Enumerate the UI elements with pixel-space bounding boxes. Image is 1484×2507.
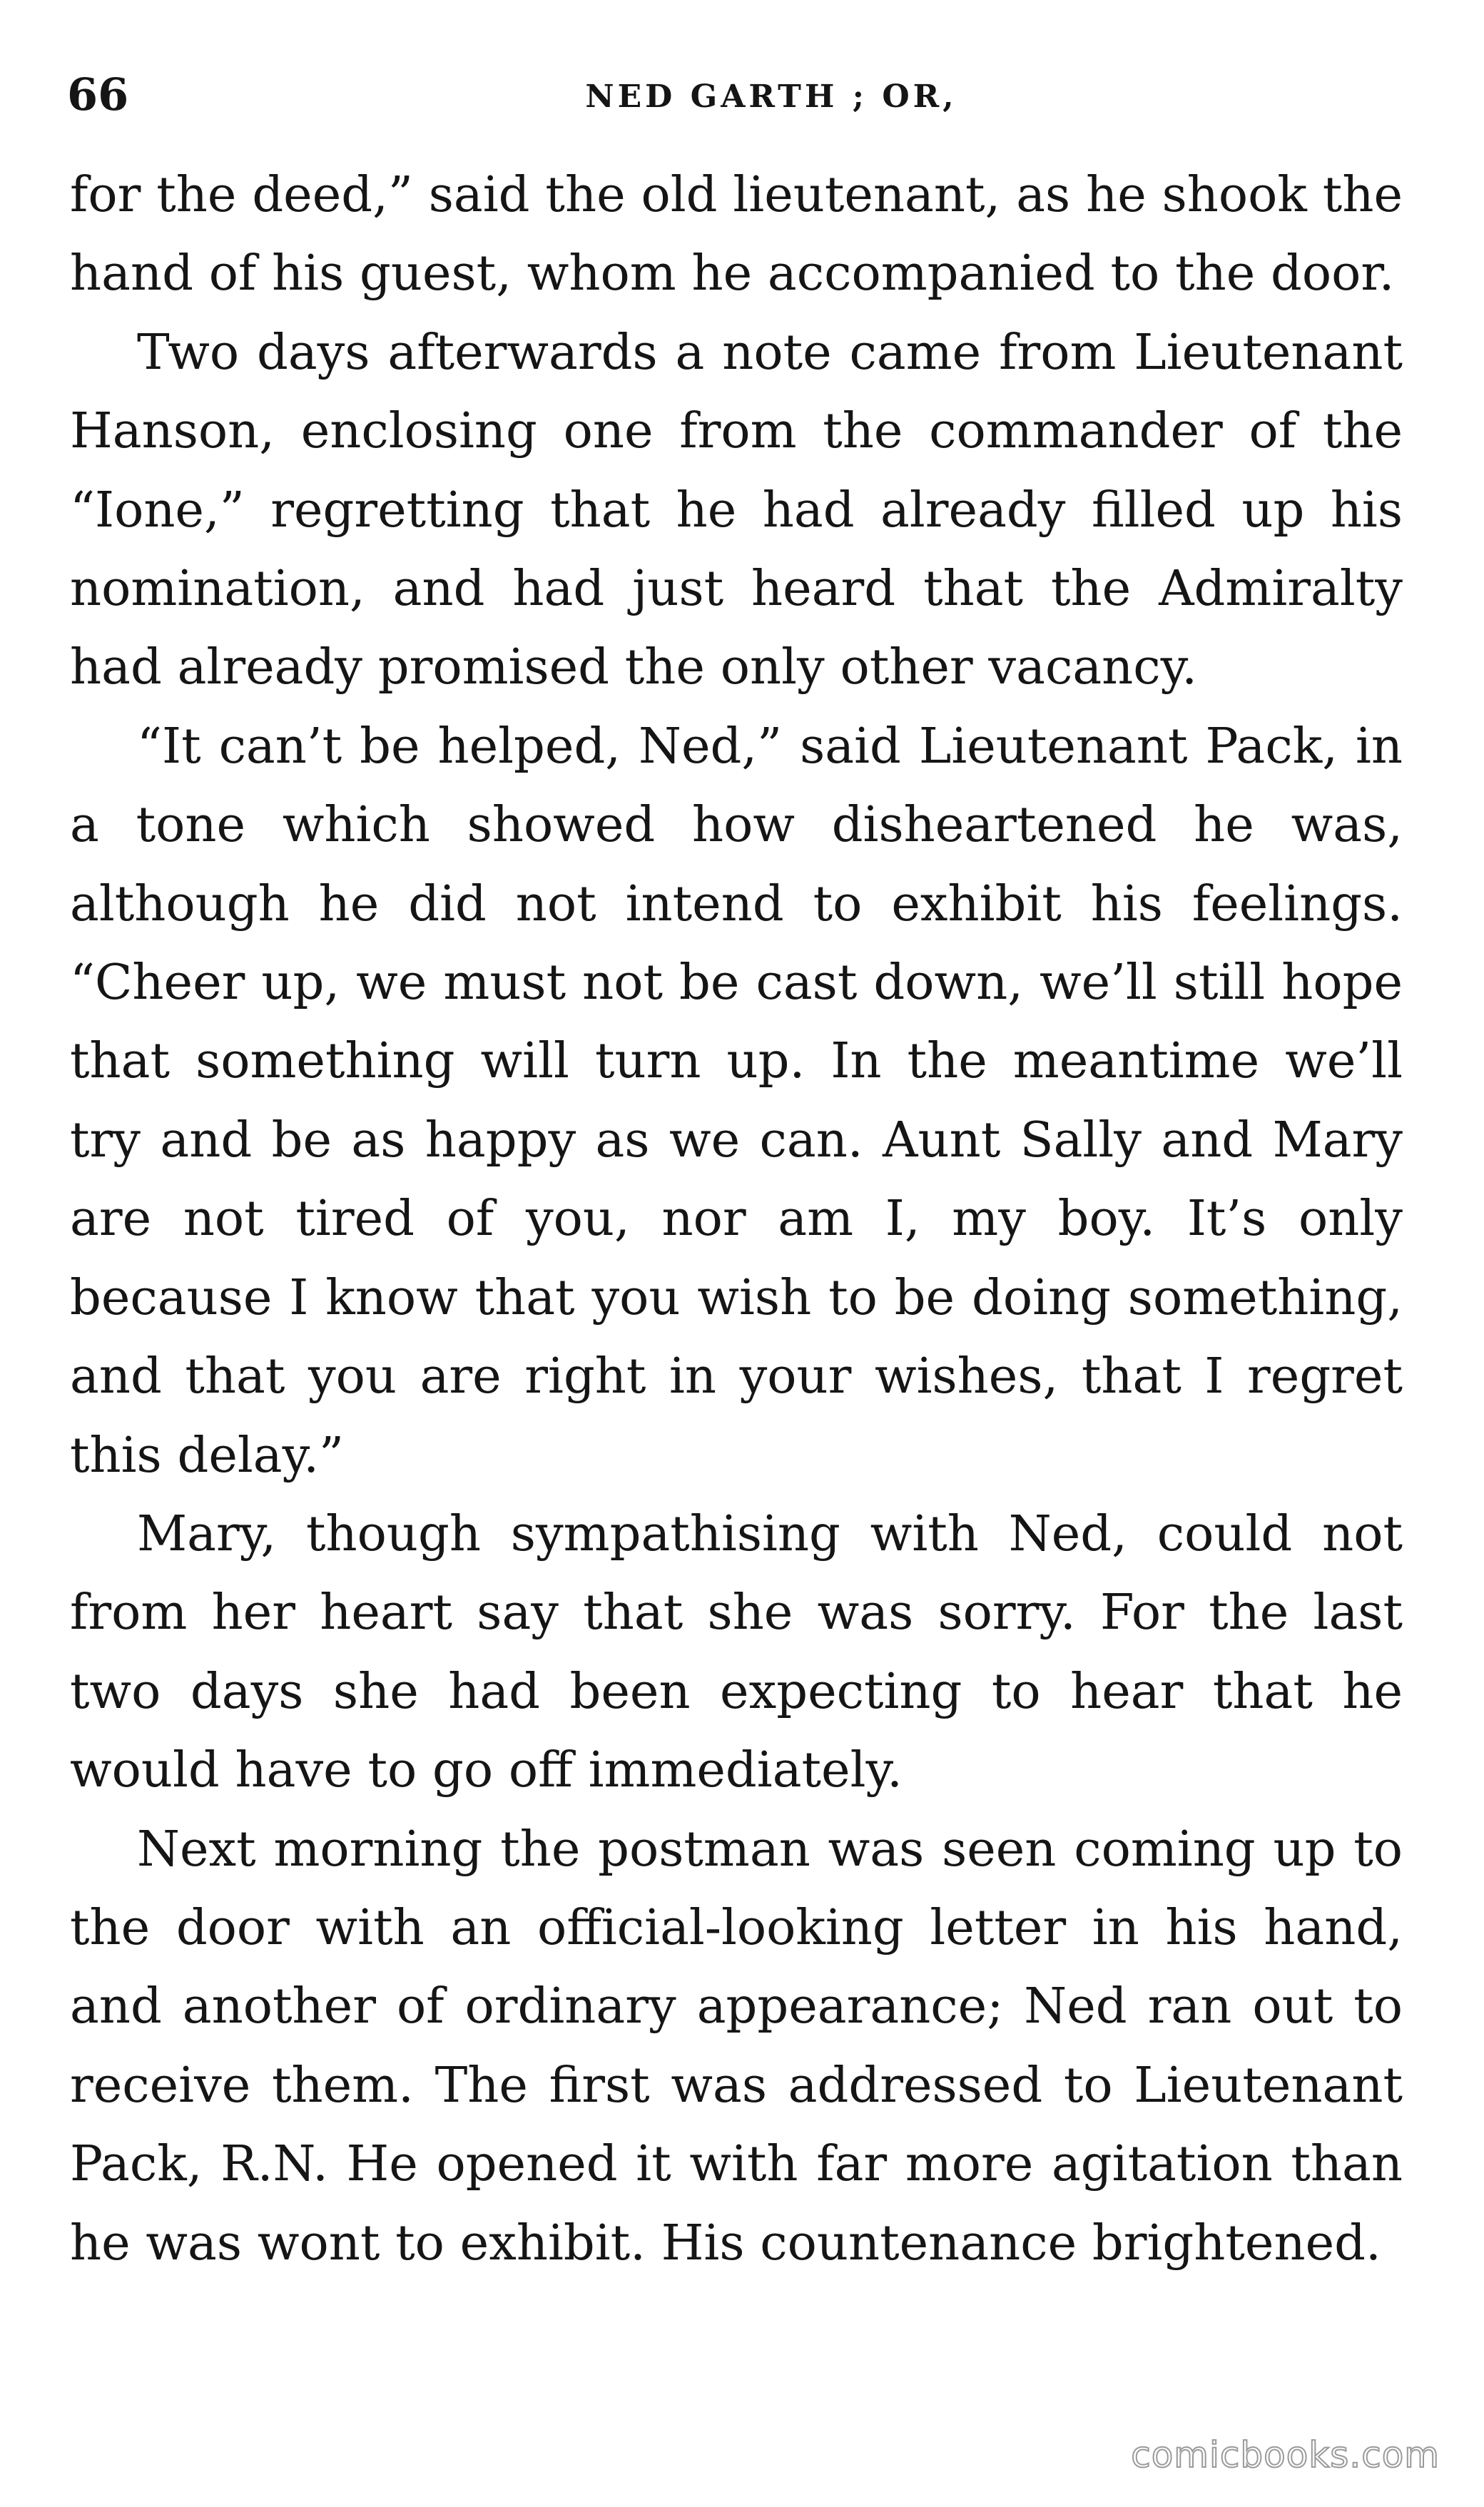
running-title: NED GARTH ; OR, <box>585 78 957 115</box>
paragraph-continued: for the deed,” said the old lieutenant, as he shook the hand of his guest, whom he accompanied to the door. <box>70 166 1403 302</box>
running-head <box>67 63 1411 127</box>
body-text <box>70 156 1403 2282</box>
paragraph-mary: Mary, though sympathising with Ned, could not from her heart say that she was sorry. For the last two days she had been expecting to hear that he would have to go off immediately. <box>70 1505 1403 1799</box>
watermark-text: comicbooks.com <box>1131 2434 1440 2476</box>
page-number: 66 <box>67 68 129 121</box>
paragraph-note: Two days afterwards a note came from Lieutenant Hanson, enclosing one from the commander of the “Ione,” regretting that he had already filled up his nomination, and had just heard that the Admiralty had already promised the only other vacancy. <box>70 323 1403 696</box>
paragraph-lieutenant-speech: “It can’t be helped, Ned,” said Lieutenant Pack, in a tone which showed how disheartened he was, although he did not intend to exhibit his feelings. “Cheer up, we must not be cast down, we’ll still hope that something will turn up. In the meantime we’ll try and be as happy as we can. Aunt Sally and Mary are not tired of you, nor am I, my boy. It’s only because I know that you wish to be doing something, and that you are right in your wishes, that I regret this delay.” <box>70 717 1403 1484</box>
paragraph-postman: Next morning the postman was seen coming up to the door with an official-looking letter in his hand, and another of ordinary appearance; Ned ran out to receive them. The first was addressed to Lieutenant Pack, R.N. He opened it with far more agitation than he was wont to exhibit. His countenance brightened. <box>70 1820 1403 2272</box>
